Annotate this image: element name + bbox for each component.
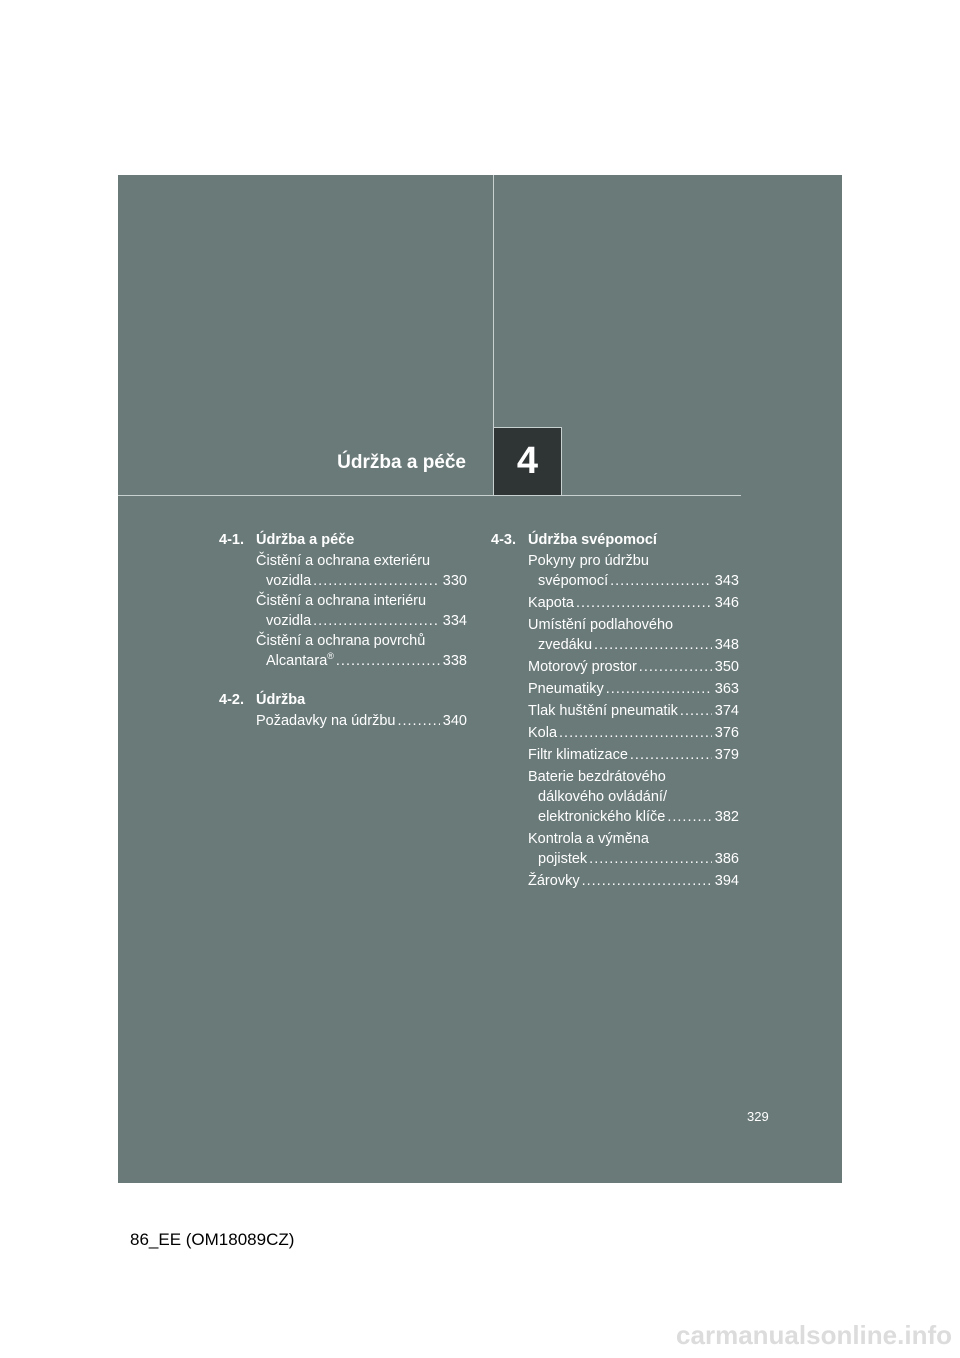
entry-label: Kapota xyxy=(528,595,574,611)
section-heading[interactable] xyxy=(219,529,467,551)
entry-label: Motorový prostor xyxy=(528,659,637,675)
toc-entry[interactable] xyxy=(491,615,739,655)
entry-page: 363 xyxy=(714,681,739,697)
toc-entry[interactable] xyxy=(491,593,739,613)
chapter-number-badge xyxy=(493,427,562,495)
page-number: 329 xyxy=(747,1109,769,1124)
entry-label: Umístění podlahového xyxy=(528,617,674,633)
toc-entry[interactable] xyxy=(491,871,739,891)
leader-dots xyxy=(313,571,440,591)
toc-entry[interactable] xyxy=(491,723,739,743)
entry-page: 338 xyxy=(442,653,467,669)
section-title: Údržba a péče xyxy=(256,532,355,548)
entry-label-cont: dálkového ovládání/ xyxy=(538,789,667,805)
entry-page: 343 xyxy=(714,573,739,589)
section-title: Údržba svépomocí xyxy=(528,532,657,548)
section-number: 4-3. xyxy=(491,532,516,548)
leader-dots xyxy=(582,871,712,891)
entry-label: Žárovky xyxy=(528,873,580,889)
entry-label-cont: vozidla xyxy=(266,613,312,629)
vertical-divider xyxy=(493,175,494,427)
toc-column-left xyxy=(219,529,467,731)
registered-mark: ® xyxy=(327,651,334,662)
section-title: Údržba xyxy=(256,692,306,708)
entry-page: 346 xyxy=(714,595,739,611)
toc-entry[interactable] xyxy=(491,829,739,869)
section-heading[interactable] xyxy=(219,689,467,711)
chapter-number: 4 xyxy=(516,440,539,482)
leader-dots xyxy=(594,635,712,655)
section-number: 4-1. xyxy=(219,532,244,548)
toc-entry[interactable] xyxy=(491,745,739,765)
entry-page: 350 xyxy=(714,659,739,675)
entry-page: 376 xyxy=(714,725,739,741)
watermark: carmanualsonline.info xyxy=(676,1320,952,1350)
entry-label-cont: zvedáku xyxy=(538,637,593,653)
leader-dots xyxy=(639,657,712,677)
alcantara-text: Alcantara xyxy=(266,653,328,669)
entry-label: Požadavky na údržbu xyxy=(256,713,396,729)
horizontal-divider xyxy=(118,495,741,496)
section-heading[interactable] xyxy=(491,529,739,551)
entry-page: 382 xyxy=(714,809,739,825)
leader-dots xyxy=(576,593,712,613)
toc-entry[interactable] xyxy=(219,631,467,671)
entry-label: Kontrola a výměna xyxy=(528,831,649,847)
leader-dots xyxy=(397,711,439,731)
leader-dots xyxy=(667,807,711,827)
entry-page: 330 xyxy=(442,573,467,589)
entry-page: 340 xyxy=(442,713,467,729)
entry-label: Čistění a ochrana interiéru xyxy=(256,593,427,609)
entry-label: Kola xyxy=(528,725,558,741)
entry-page: 379 xyxy=(714,747,739,763)
chapter-title: Údržba a péče xyxy=(337,452,466,473)
entry-label: Baterie bezdrátového xyxy=(528,769,666,785)
leader-dots xyxy=(610,571,712,591)
entry-page: 374 xyxy=(714,703,739,719)
entry-label: Pneumatiky xyxy=(528,681,604,697)
entry-page: 334 xyxy=(442,613,467,629)
leader-dots xyxy=(336,651,440,671)
leader-dots xyxy=(606,679,712,699)
leader-dots xyxy=(630,745,712,765)
entry-label-cont xyxy=(266,651,334,671)
section-number: 4-2. xyxy=(219,692,244,708)
toc-entry[interactable] xyxy=(219,591,467,631)
leader-dots xyxy=(313,611,440,631)
toc-entry[interactable] xyxy=(491,701,739,721)
entry-label: Čistění a ochrana exteriéru xyxy=(256,553,431,569)
toc-entry[interactable] xyxy=(219,551,467,591)
entry-page: 394 xyxy=(714,873,739,889)
entry-label: Filtr klimatizace xyxy=(528,747,628,763)
entry-label-cont: elektronického klíče xyxy=(538,809,666,825)
entry-label: Čistění a ochrana povrchů xyxy=(256,633,426,649)
toc-entry[interactable] xyxy=(491,679,739,699)
toc-entry[interactable] xyxy=(219,711,467,731)
toc-entry[interactable] xyxy=(491,657,739,677)
entry-page: 386 xyxy=(714,851,739,867)
toc-column-right xyxy=(491,529,739,891)
toc-entry[interactable] xyxy=(491,551,739,591)
entry-label-cont: pojistek xyxy=(538,851,588,867)
leader-dots xyxy=(680,701,712,721)
entry-page: 348 xyxy=(714,637,739,653)
entry-label: Pokyny pro údržbu xyxy=(528,553,649,569)
entry-label: Tlak huštění pneumatik xyxy=(528,703,678,719)
entry-label-cont: vozidla xyxy=(266,573,312,589)
leader-dots xyxy=(589,849,712,869)
document-code: 86_EE (OM18089CZ) xyxy=(130,1230,295,1249)
leader-dots xyxy=(559,723,712,743)
entry-label-cont: svépomocí xyxy=(538,573,609,589)
toc-entry[interactable] xyxy=(491,767,739,827)
